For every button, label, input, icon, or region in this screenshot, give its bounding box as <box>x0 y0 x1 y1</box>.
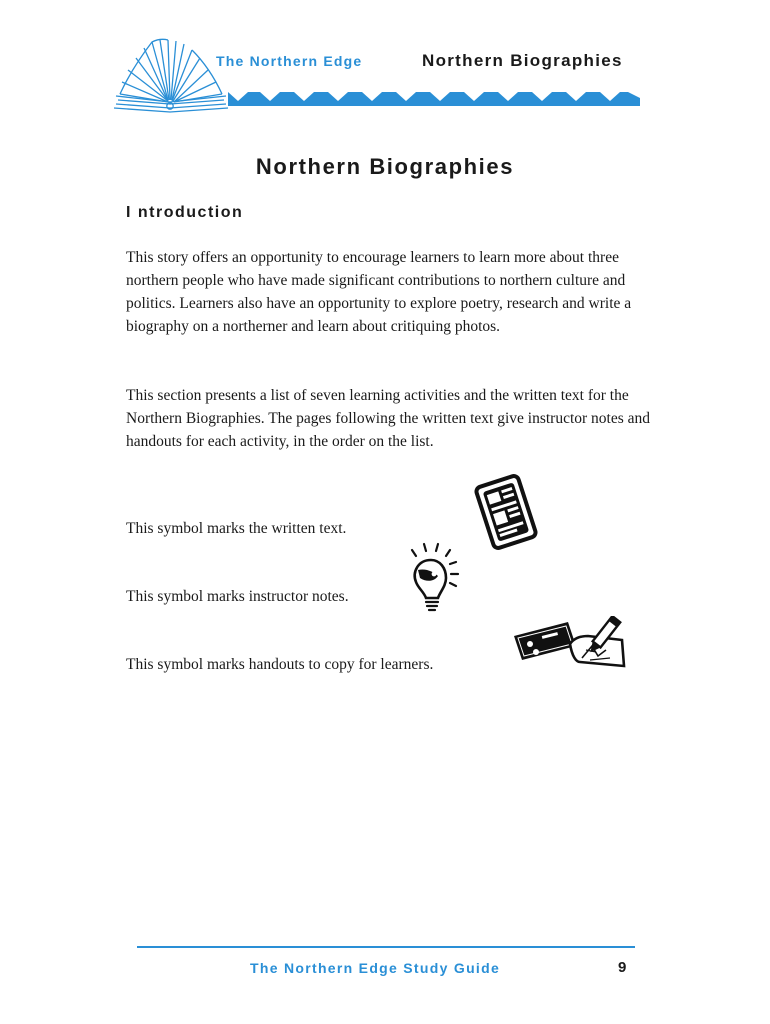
section-heading: I ntroduction <box>126 204 244 221</box>
notepad-pencil-icon <box>510 616 630 672</box>
page-title: Northern Biographies <box>255 154 515 179</box>
page-number: 9 <box>618 959 627 976</box>
intro-paragraph-2: This section presents a list of seven learning activities and the written text for the Northern Biographies. The pages following the written text give instructor notes and handouts for each activity, in the order on the list. <box>126 387 651 450</box>
symbol-legend-written-text: This symbol marks the written text. <box>126 520 347 537</box>
symbol-legend-instructor-notes: This symbol marks instructor notes. <box>126 588 349 605</box>
header-decorative-band <box>228 92 640 106</box>
open-book-icon <box>112 38 232 118</box>
symbol-legend-handouts: This symbol marks handouts to copy for learners. <box>126 656 434 673</box>
intro-paragraph-1: This story offers an opportunity to encourage learners to learn more about three northern people who have made significant contributions to northern culture and politics. Learners also have an opportunity to explore poetry, research and write a biography on a northerner and learn about critiquing photos. <box>126 249 632 335</box>
footer-rule <box>137 946 635 948</box>
header-series-title: The Northern Edge <box>216 53 363 69</box>
newspaper-icon <box>470 470 542 554</box>
footer-title: The Northern Edge Study Guide <box>250 960 501 976</box>
lightbulb-icon <box>404 540 466 616</box>
header-section-title: Northern Biographies <box>422 51 623 70</box>
